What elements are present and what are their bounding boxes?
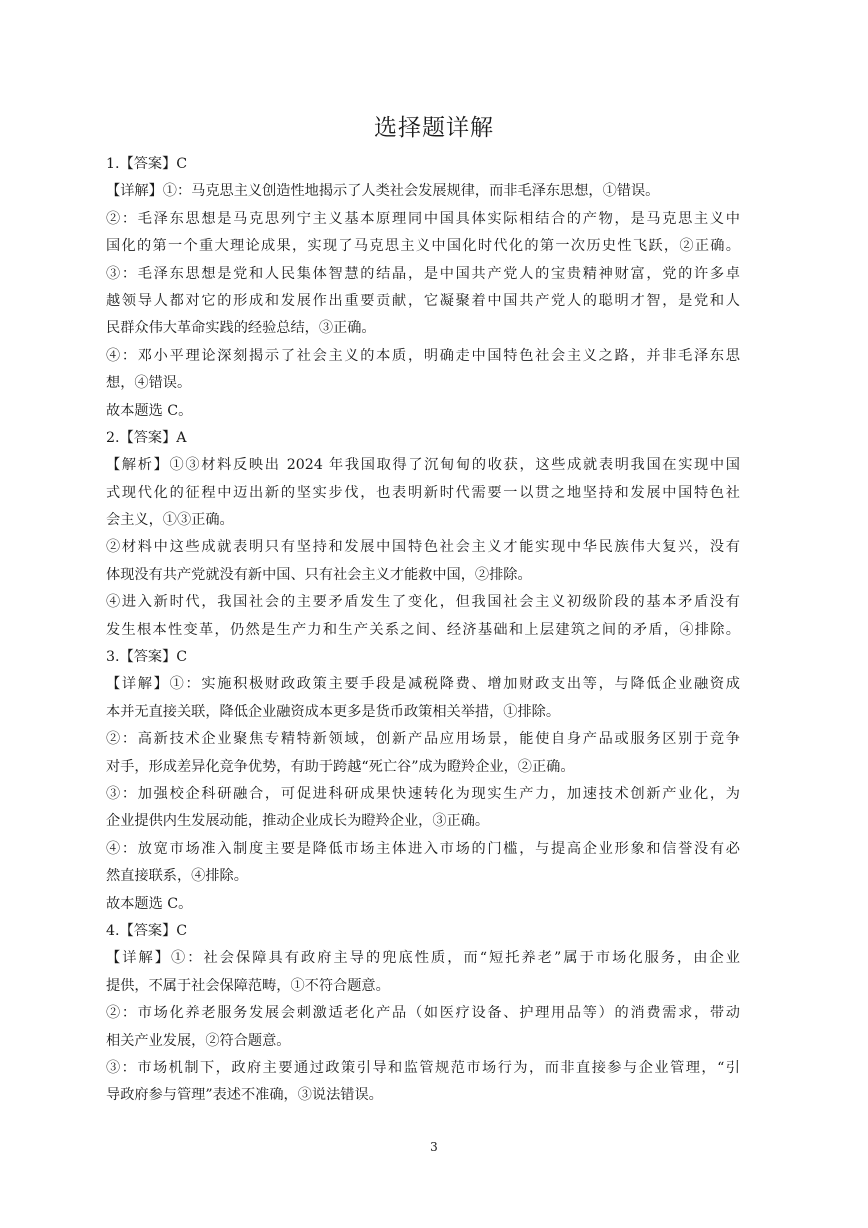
text-line: 企业提供内生发展动能，推动企业成长为瞪羚企业，③正确。 <box>106 813 490 830</box>
text-line: 2.【答案】A <box>106 429 187 446</box>
text-line: 【解析】①③材料反映出 2024 年我国取得了沉甸甸的收获，这些成就表明我国在实现中国 <box>106 457 740 474</box>
text-line: ③：加强校企科研融合，可促进科研成果快速转化为现实生产力，加速技术创新产业化，为 <box>106 785 740 802</box>
text-line: 4.【答案】C <box>106 922 188 939</box>
text-line: 本并无直接关联，降低企业融资成本更多是货币政策相关举措，①排除。 <box>106 703 561 720</box>
text-line: 1.【答案】C <box>106 156 188 172</box>
text-line: 故本题选 C。 <box>106 895 193 912</box>
page-number: 3 <box>430 1140 438 1154</box>
page-title: 选择题详解 <box>374 115 494 141</box>
text-line: 式现代化的征程中迈出新的坚实步伐，也表明新时代需要一以贯之地坚持和发展中国特色社 <box>106 484 740 501</box>
text-line: 3.【答案】C <box>106 649 188 666</box>
text-line: 体现没有共产党就没有新中国、只有社会主义才能救中国，②排除。 <box>106 566 532 583</box>
text-line: 民群众伟大革命实践的经验总结，③正确。 <box>106 320 376 337</box>
text-line: ④：放宽市场准入制度主要是降低市场主体进入市场的门槛，与提高企业形象和信誉没有必 <box>106 840 740 857</box>
text-line: 导政府参与管理”表述不准确，③说法错误。 <box>106 1087 383 1104</box>
document-body <box>106 151 740 1110</box>
text-line: 【详解】①：马克思主义创造性地揭示了人类社会发展规律，而非毛泽东思想，①错误。 <box>106 183 660 200</box>
text-line: ②：毛泽东思想是马克思列宁主义基本原理同中国具体实际相结合的产物，是马克思主义中 <box>106 210 740 227</box>
text-line: 【详解】①：实施积极财政政策主要手段是减税降费、增加财政支出等，与降低企业融资成 <box>106 676 740 693</box>
text-line: 发生根本性变革，仍然是生产力和生产关系之间、经济基础和上层建筑之间的矛盾，④排除。 <box>106 621 740 638</box>
text-line: ②：市场化养老服务发展会刺激适老化产品（如医疗设备、护理用品等）的消费需求，带动 <box>106 1005 740 1022</box>
text-line: 然直接联系，④排除。 <box>106 868 248 885</box>
text-line: 想，④错误。 <box>106 375 192 392</box>
text-line: 国化的第一个重大理论成果，实现了马克思主义中国化时代化的第一次历史性飞跃，②正确。 <box>106 238 740 255</box>
text-line: 会主义，①③正确。 <box>106 512 234 529</box>
text-line: 故本题选 C。 <box>106 402 193 419</box>
text-line: 【详解】①：社会保障具有政府主导的兜底性质，而“短托养老”属于市场化服务，由企业 <box>106 950 740 967</box>
text-line: ③：市场机制下，政府主要通过政策引导和监管规范市场行为，而非直接参与企业管理，“引 <box>106 1059 740 1076</box>
text-line: ②：高新技术企业聚焦专精特新领域，创新产品应用场景，能使自身产品或服务区别于竞争 <box>106 731 740 748</box>
text-line: 对手，形成差异化竞争优势，有助于跨越“死亡谷”成为瞪羚企业，②正确。 <box>106 758 575 775</box>
text-line: ④：邓小平理论深刻揭示了社会主义的本质，明确走中国特色社会主义之路，并非毛泽东思 <box>106 347 740 364</box>
text-line: 相关产业发展，②符合题意。 <box>106 1032 291 1049</box>
text-line: ②材料中这些成就表明只有坚持和发展中国特色社会主义才能实现中华民族伟大复兴，没有 <box>106 539 740 556</box>
text-line: 越领导人都对它的形成和发展作出重要贡献，它凝聚着中国共产党人的聪明才智，是党和人 <box>106 292 740 309</box>
text-line: 提供，不属于社会保障范畴，①不符合题意。 <box>106 977 390 994</box>
text-line: ④进入新时代，我国社会的主要矛盾发生了变化，但我国社会主义初级阶段的基本矛盾没有 <box>106 594 740 611</box>
text-line: ③：毛泽东思想是党和人民集体智慧的结晶，是中国共产党人的宝贵精神财富，党的许多卓 <box>106 265 740 282</box>
